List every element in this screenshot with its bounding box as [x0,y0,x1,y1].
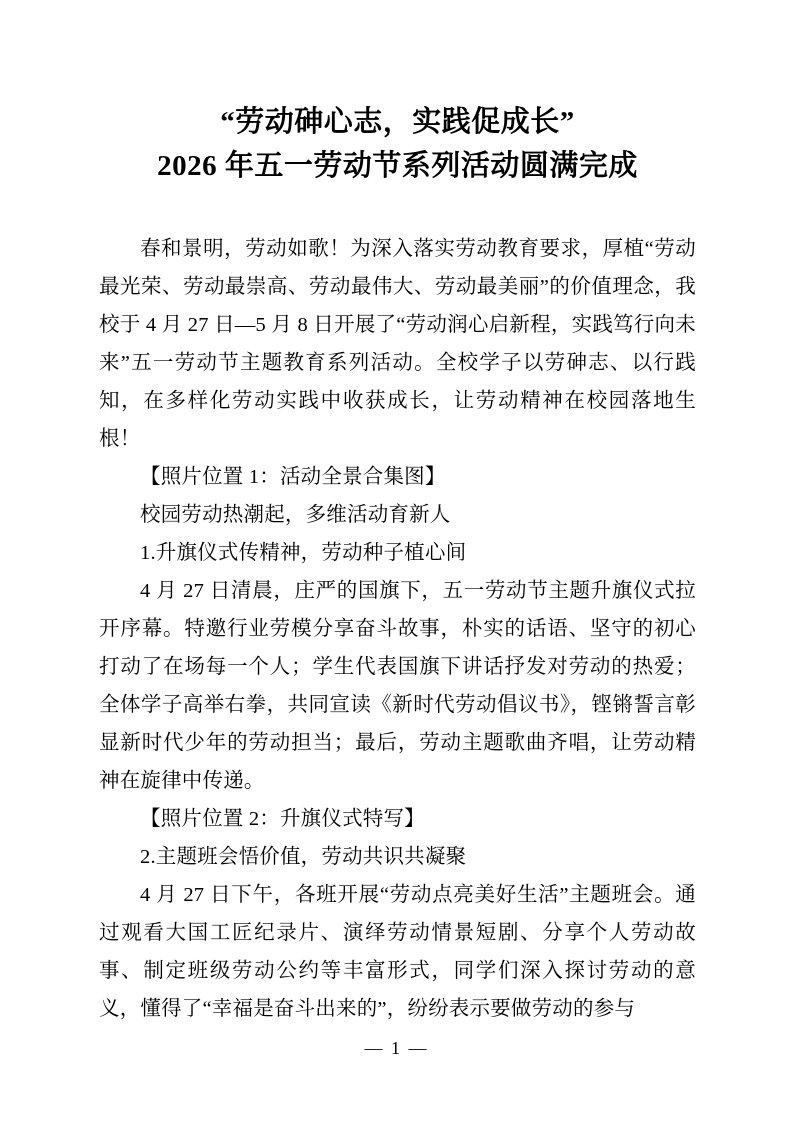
sub-heading-2: 2.主题班会悟价值，劳动共识共凝聚 [140,846,467,868]
title-top-spacer [99,0,696,100]
sub-heading-1: 1.升旗仪式传精神，劳动种子植心间 [140,542,467,564]
paragraph-body-2: 4 月 27 日下午，各班开展“劳动点亮美好生活”主题班会。通过观看大国工匠纪录片、演绎劳动情景短剧、分享个人劳动故事、制定班级劳动公约等丰富形式，同学们深入探讨劳动的意义，懂得了“幸福是奋斗出来的”，纷纷表示要做劳动的参与 [99,884,696,1020]
document-content [99,0,696,1028]
title-line-1: “劳动砷心志，实践促成长” [220,106,575,138]
title-line-2: 2026 年五一劳动节系列活动圆满完成 [157,150,638,182]
photo-placeholder-1: 【照片位置 1：活动全景合集图】 [140,466,446,488]
paragraph-intro: 春和景明，劳动如歌！为深入落实劳动教育要求，厚植“劳动最光荣、劳动最崇高、劳动最伟大、劳动最美丽”的价值理念，我校于 4 月 27 日—5 月 8 日开展了“劳动润心启新程，实践笃行向未来”五一劳动节主题教育系列活动。全校学子以劳砷志、以行践知，在多样化劳动实践中收获成长，让劳动精神在校园落地生根！ [99,238,696,450]
section-heading-1: 校园劳动热潮起，多维活动育新人 [140,504,451,526]
page-number-footer: — 1 — [364,1038,429,1058]
title-bottom-spacer [99,188,696,230]
paragraph-body-1: 4 月 27 日清晨，庄严的国旗下，五一劳动节主题升旗仪式拉开序幕。特邀行业劳模分享奋斗故事，朴实的话语、坚守的初心打动了在场每一个人；学生代表国旗下讲话抒发对劳动的热爱；全体学子高举右拳，共同宣读《新时代劳动倡议书》，铿锵誓言彰显新时代少年的劳动担当；最后，劳动主题歌曲齐唱，让劳动精神在旋律中传递。 [99,580,696,792]
photo-placeholder-2: 【照片位置 2：升旗仪式特写】 [140,808,425,830]
page-title [99,100,696,188]
